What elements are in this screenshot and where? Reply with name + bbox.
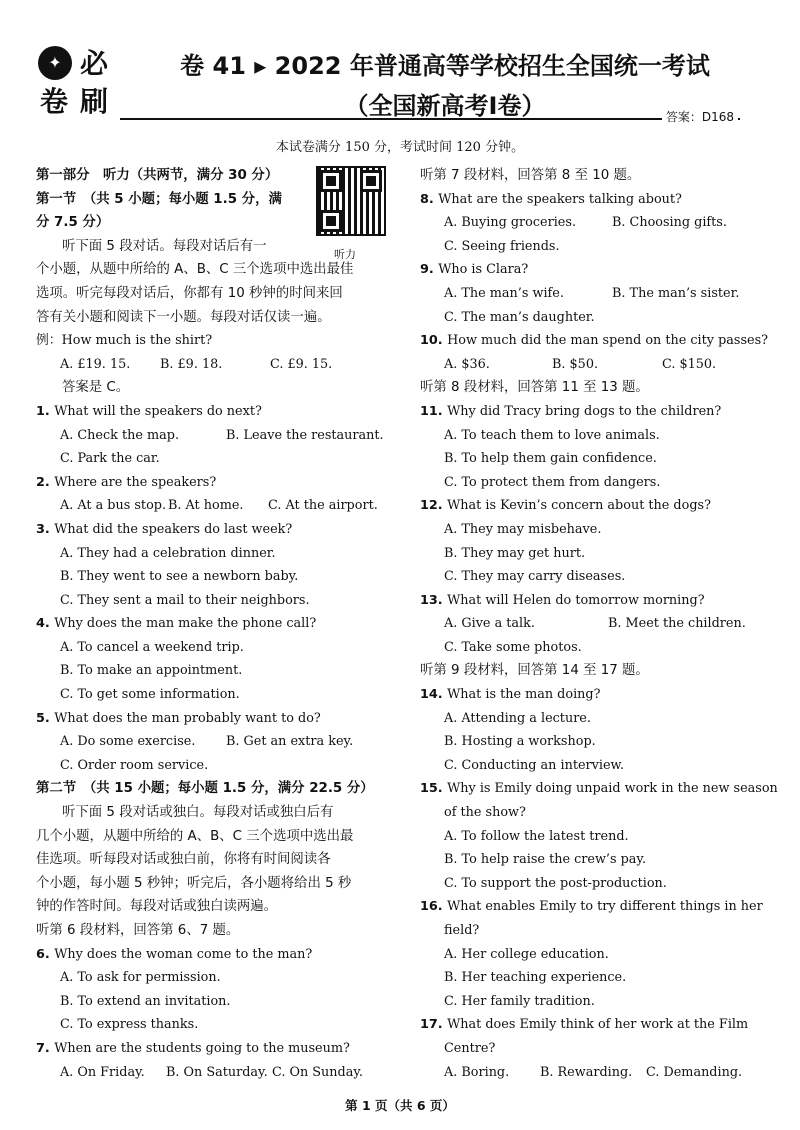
option: C. Her family tradition. [444, 993, 595, 1009]
question-1-options [36, 424, 386, 448]
logo-char-1: 必 [80, 47, 109, 80]
section1-heading-cont: 分 7.5 分） [36, 215, 110, 231]
intro2-line: 几个小题，从题中所给的 A、B、C 三个选项中选出最 [36, 828, 354, 844]
option: A. The man’s wife. [444, 285, 564, 301]
question-17-cont: Centre? [444, 1040, 496, 1056]
intro1-line: 选项。听完每段对话后，你都有 10 秒钟的时间来回 [36, 285, 343, 301]
option: B. The man’s sister. [612, 285, 740, 301]
example-options [36, 353, 386, 377]
option: C. They sent a mail to their neighbors. [60, 592, 310, 608]
question-15-cont: of the show? [444, 805, 526, 821]
option: B. Leave the restaurant. [226, 427, 384, 443]
option: A. To teach them to love animals. [444, 427, 660, 443]
material-8-heading: 听第 8 段材料，回答第 11 至 13 题。 [420, 380, 649, 396]
material-9-heading: 听第 9 段材料，回答第 14 至 17 题。 [420, 663, 649, 679]
option: B. Meet the children. [608, 616, 746, 632]
question-13: 13. What will Helen do tomorrow morning? [420, 592, 705, 608]
option: C. £9. 15. [270, 356, 333, 372]
intro2-line: 佳选项。听每段对话或独白前，你将有时间阅读各 [36, 852, 331, 868]
option: B. £9. 18. [160, 356, 223, 372]
intro1-line: 听下面 5 段对话。每段对话后有一 [62, 238, 267, 254]
question-5-options [36, 730, 386, 754]
question-6: 6. Why does the woman come to the man? [36, 946, 313, 962]
question-9: 9. Who is Clara? [420, 262, 529, 278]
intro1-line: 个小题，从题中所给的 A、B、C 三个选项中选出最佳 [36, 262, 354, 278]
page-title: 卷 41 ▸ 2022 年普通高等学校招生全国统一考试 [180, 52, 710, 80]
option: C. To express thanks. [60, 1017, 199, 1033]
section2-heading: 第二节 （共 15 小题；每小题 1.5 分，满分 22.5 分） [36, 781, 374, 797]
option: C. The man’s daughter. [444, 309, 595, 325]
qr-label: 听力 [334, 248, 356, 261]
option: B. Her teaching experience. [444, 970, 627, 986]
option: B. Choosing gifts. [612, 215, 727, 231]
option: A. Her college education. [444, 946, 609, 962]
page-subtitle: （全国新高考Ⅰ卷） [344, 92, 546, 120]
option: C. To protect them from dangers. [444, 474, 661, 490]
question-17-options [420, 1061, 770, 1085]
logo-char-3: 刷 [80, 85, 109, 118]
option: C. Conducting an interview. [444, 757, 625, 773]
option: C. They may carry diseases. [444, 569, 626, 585]
header-rule [120, 118, 740, 120]
option: B. Hosting a workshop. [444, 734, 596, 750]
question-17: 17. What does Emily think of her work at the Film [420, 1017, 749, 1033]
material-7-heading: 听第 7 段材料，回答第 8 至 10 题。 [420, 168, 641, 183]
bird-icon: ✦ [38, 46, 72, 80]
option: B. To help raise the crew’s pay. [444, 852, 647, 868]
option: C. To support the post-production. [444, 875, 667, 891]
question-8-options [420, 211, 770, 235]
question-4: 4. Why does the man make the phone call? [36, 616, 317, 632]
option: A. $36. [444, 356, 490, 372]
option: A. To follow the latest trend. [444, 828, 629, 844]
option: C. On Sunday. [272, 1064, 363, 1080]
intro1-line: 答有关小题和阅读下一小题。每段对话仅读一遍。 [36, 309, 331, 325]
question-12: 12. What is Kevin’s concern about the dogs? [420, 498, 711, 514]
option: B. To extend an invitation. [60, 993, 231, 1009]
option: B. Get an extra key. [226, 734, 354, 750]
option: A. To ask for permission. [60, 970, 221, 986]
option: A. On Friday. [60, 1064, 145, 1080]
option: C. Park the car. [60, 451, 160, 467]
option: B. They went to see a newborn baby. [60, 569, 299, 585]
option: A. £19. 15. [60, 356, 131, 372]
question-5: 5. What does the man probably want to do? [36, 710, 321, 726]
option: C. At the airport. [268, 498, 378, 514]
option: A. At a bus stop. [60, 498, 167, 514]
material-6-heading: 听第 6 段材料，回答第 6、7 题。 [36, 923, 240, 938]
question-15: 15. Why is Emily doing unpaid work in the new season [420, 781, 778, 797]
intro2-line: 个小题，每小题 5 秒钟；听完后，各小题将给出 5 秒 [36, 875, 352, 891]
option: B. Rewarding. [540, 1064, 633, 1080]
option: A. Buying groceries. [444, 215, 577, 231]
right-column [420, 164, 778, 1084]
left-column [36, 164, 386, 1084]
question-7-options [36, 1061, 386, 1085]
option: A. Boring. [444, 1064, 510, 1080]
question-2-options [36, 494, 386, 518]
example-answer: 答案是 C。 [62, 380, 130, 396]
exam-note: 本试卷满分 150 分，考试时间 120 分钟。 [275, 140, 525, 155]
question-16: 16. What enables Emily to try different things in her [420, 899, 763, 915]
option: B. On Saturday. [166, 1064, 268, 1080]
page-number: 第 1 页（共 6 页） [345, 1098, 455, 1113]
section1-heading: 第一节 （共 5 小题；每小题 1.5 分，满 [36, 191, 282, 207]
intro2-line: 钟的作答时间。每段对话或独白读两遍。 [36, 899, 278, 915]
brand-logo [36, 40, 116, 118]
option: C. Take some photos. [444, 639, 582, 655]
example-question: 例：How much is the shirt? [36, 333, 213, 349]
question-10: 10. How much did the man spend on the city passes? [420, 333, 769, 349]
answer-reference: 答案：D168 [662, 108, 738, 125]
option: B. $50. [552, 356, 599, 372]
logo-char-2: 卷 [40, 85, 69, 118]
question-13-options [420, 612, 770, 636]
option: A. Give a talk. [444, 616, 535, 632]
option: C. Demanding. [646, 1064, 743, 1080]
option: C. Order room service. [60, 757, 209, 773]
option: B. They may get hurt. [444, 545, 586, 561]
question-14: 14. What is the man doing? [420, 687, 601, 703]
option: B. At home. [168, 498, 244, 514]
option: A. Check the map. [60, 427, 180, 443]
option: A. To cancel a weekend trip. [60, 639, 244, 655]
question-2: 2. Where are the speakers? [36, 474, 217, 490]
intro2-line: 听下面 5 段对话或独白。每段对话或独白后有 [62, 805, 334, 821]
option: A. Do some exercise. [60, 734, 196, 750]
question-11: 11. Why did Tracy bring dogs to the children? [420, 403, 722, 419]
option: C. $150. [662, 356, 717, 372]
part1-heading: 第一部分 听力（共两节，满分 30 分） [36, 168, 279, 183]
option: A. Attending a lecture. [444, 710, 591, 726]
question-1: 1. What will the speakers do next? [36, 403, 262, 419]
option: C. Seeing friends. [444, 238, 560, 254]
question-9-options [420, 282, 770, 306]
option: B. To help them gain confidence. [444, 451, 657, 467]
question-3: 3. What did the speakers do last week? [36, 521, 293, 537]
option: A. They may misbehave. [444, 521, 602, 537]
option: C. To get some information. [60, 687, 240, 703]
question-10-options [420, 353, 770, 377]
question-8: 8. What are the speakers talking about? [420, 191, 682, 207]
option: A. They had a celebration dinner. [60, 545, 276, 561]
question-16-cont: field? [444, 923, 480, 938]
question-7: 7. When are the students going to the museum? [36, 1040, 350, 1056]
option: B. To make an appointment. [60, 663, 243, 679]
